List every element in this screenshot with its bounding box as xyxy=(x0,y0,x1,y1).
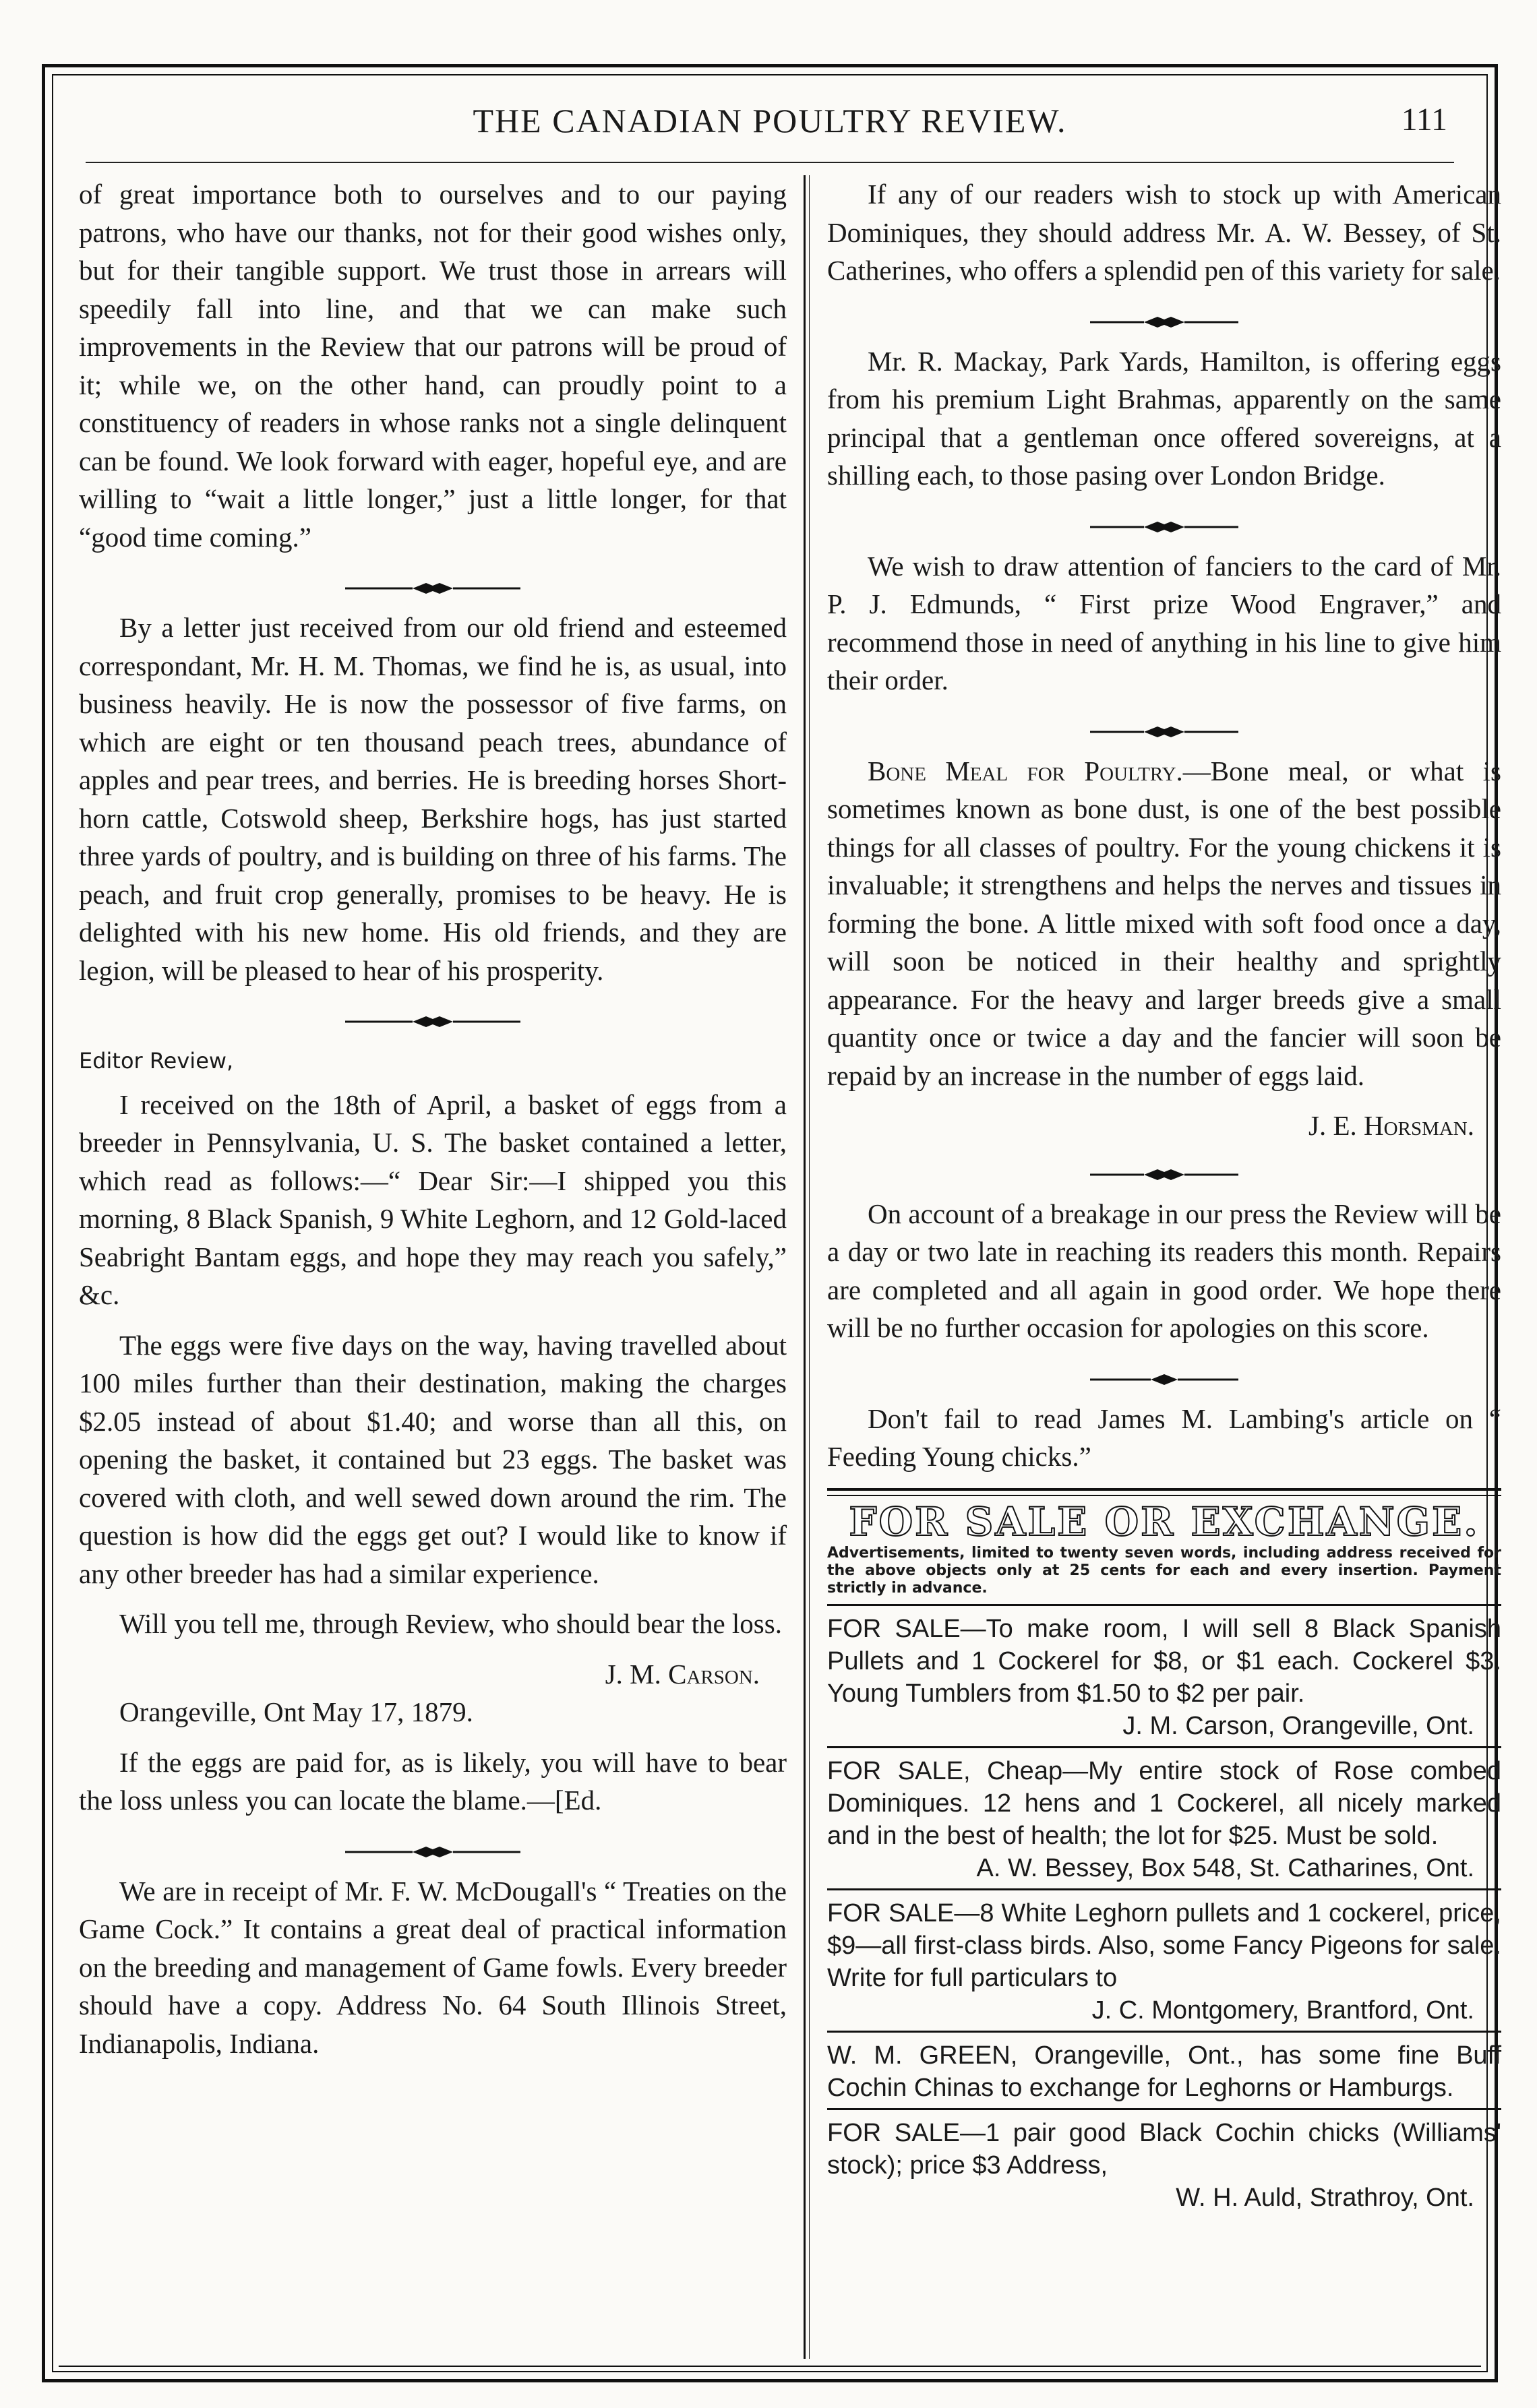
classified-ad xyxy=(827,2108,1501,2218)
page-number: 111 xyxy=(1401,102,1447,137)
ad-text: FOR SALE—8 White Leghorn pullets and 1 cockerel, price, $9—all first-class birds. Also, some Fancy Pigeons for sale. Write for full particulars to xyxy=(827,1899,1501,1992)
ad-signature: W. H. Auld, Strathroy, Ont. xyxy=(1176,2184,1474,2212)
right-column xyxy=(827,175,1501,2218)
classified-ad xyxy=(827,1888,1501,2031)
paragraph-press: On account of a breakage in our press the Review will be a day or two late in reaching its readers this month. Repairs are completed and all again in good order. We hope there will be no further occasion for apologies on this score. xyxy=(827,1198,1501,1343)
ad-text: W. M. GREEN, Orangeville, Ont., has some fine Buff Cochin Chinas to exchange for Leghorns or Hamburgs. xyxy=(827,2041,1501,2102)
left-column xyxy=(79,175,787,2074)
paragraph-mcdougall: We are in receipt of Mr. F. W. McDougall's “ Treaties on the Game Cock.” It contains a great deal of practical information on the breeding and management of Game fowls. Every breeder should have a copy. Address No. 64 South Illinois Street, Indianapolis, Indiana. xyxy=(79,1875,787,2059)
classified-ad xyxy=(827,1746,1501,1888)
page-frame xyxy=(42,64,1502,2382)
letter-paragraph-1: I received on the 18th of April, a basket of eggs from a breeder in Pennsylvania, U. S. The basket contained a letter, which read as follows:—“ Dear Sir:—I shipped you this morning, 8 Black Spanish, 9 White Leghorn, and 12 Gold-laced Seabright Bantam eggs, and hope they may reach you safely,” &c. xyxy=(79,1088,787,1310)
ad-signature: J. C. Montgomery, Brantford, Ont. xyxy=(1091,1996,1474,2025)
paragraph-lambing: Don't fail to read James M. Lambing's article on “ Feeding Young chicks.” xyxy=(827,1402,1501,1472)
header-rule xyxy=(86,162,1454,163)
ad-text: FOR SALE—1 pair good Black Cochin chicks (Williams' stock); price $3 Address, xyxy=(827,2119,1501,2180)
for-sale-top-rule xyxy=(827,1488,1501,1496)
ornament-divider xyxy=(827,302,1501,322)
ad-signature: J. M. Carson, Orangeville, Ont. xyxy=(1122,1712,1474,1740)
ornament-divider xyxy=(827,712,1501,732)
ornament-divider xyxy=(79,568,787,588)
for-sale-heading: FOR SALE OR EXCHANGE. xyxy=(849,1498,1480,1545)
running-header xyxy=(45,101,1495,148)
ornament-divider xyxy=(827,1154,1501,1175)
ornament-divider xyxy=(827,507,1501,527)
letter-paragraph-3: Will you tell me, through Review, who should bear the loss. xyxy=(119,1608,782,1639)
bone-meal-signature: J. E. Horsman. xyxy=(1308,1110,1474,1141)
letter-signature: J. M. Carson. xyxy=(605,1658,760,1690)
paragraph-arrears: of great importance both to ourselves and to our paying patrons, who have our thanks, not for their good wishes only, but for their tangible support. We trust those in arrears will speedily fall into line, and that we can make such improvements in the Review that our patrons will be proud of it; while we, on the other hand, can proudly point to a constituency of readers in whose ranks not a single delinquent can be found. We look forward with eager, hopeful eye, and are willing to “wait a little longer,” just a little longer, for that “good time coming.” xyxy=(79,179,787,553)
bone-meal-body: —Bone meal, or what is sometimes known as bone dust, is one of the best possible things for all classes of poultry. For the young chickens it is invaluable; it strengthens and helps the nerves and tissues in forming the bone. A little mixed with soft food once a day, will soon be noticed in their healthy and sprightly appearance. For the heavy and larger breeds give a small quantity once or twice a day and the fancier will soon be repaid by an increase in the number of eggs laid. xyxy=(827,755,1502,1091)
letter-place-date: Orangeville, Ont May 17, 1879. xyxy=(119,1696,473,1727)
paragraph-dominiques: If any of our readers wish to stock up with American Dominiques, they should address Mr. A. W. Bessey, of St. Catherines, who offers a splendid pen of this variety for sale. xyxy=(827,179,1501,286)
column-divider xyxy=(804,175,806,2359)
footer-rule xyxy=(59,2366,1481,2367)
editor-salutation: Editor Review, xyxy=(79,1048,234,1074)
ornament-divider xyxy=(79,1001,787,1022)
ad-text: FOR SALE, Cheap—My entire stock of Rose combed Dominiques. 12 hens and 1 Cockerel, all nicely marked and in the best of health; the lot for $25. Must be sold. xyxy=(827,1757,1501,1850)
editor-reply: If the eggs are paid for, as is likely, you will have to bear the loss unless you can locate the blame.—[Ed. xyxy=(79,1746,787,1816)
ad-text: FOR SALE—To make room, I will sell 8 Black Spanish Pullets and 1 Cockerel for $8, or $1 each. Cockerel $3. Young Tumblers from $1.50 to $2 per pair. xyxy=(827,1615,1501,1708)
ornament-divider xyxy=(827,1359,1501,1380)
paragraph-thomas: By a letter just received from our old friend and esteemed correspondant, Mr. H. M. Thomas, we find he is, as usual, into business heavily. He is now the possessor of five farms, on which are eight or ten thousand peach trees, abundance of apples and pear trees, and berries. He is breeding horses Short-horn cattle, Cotswold sheep, Berkshire hogs, has just started three yards of poultry, and is building on three of his farms. The peach, and fruit crop generally, promises to be heavy. He is delighted with his new home. His old friends, and they are legion, will be pleased to hear of his prosperity. xyxy=(79,612,787,986)
paragraph-mackay: Mr. R. Mackay, Park Yards, Hamilton, is offering eggs from his premium Light Brahmas, apparently on the same principal that a gentleman once offered sovereigns, at a shilling each, to those pasing over London Bridge. xyxy=(827,345,1501,491)
paragraph-edmunds: We wish to draw attention of fanciers to the card of Mr. P. J. Edmunds, “ First prize Wood Engraver,” and recommend those in need of anything in his line to give him their order. xyxy=(827,550,1501,696)
bone-meal-heading: Bone Meal for Poultry. xyxy=(868,755,1183,786)
letter-paragraph-2: The eggs were five days on the way, having travelled about 100 miles further than their destination, making the charges $2.05 instead of about $1.40; and worse than all this, on opening the basket, it contained but 23 eggs. The basket was covered with cloth, and well sewed down around the rim. The question is how did the eggs get out? I would like to know if any other breeder has had a similar experience. xyxy=(79,1329,787,1589)
column-divider-thin xyxy=(809,175,810,2359)
for-sale-terms: Advertisements, limited to twenty seven words, including address received for the above objects only at 25 cents for each and every insertion. Payment strictly in advance. xyxy=(827,1545,1501,1597)
classified-ad xyxy=(827,1604,1501,1746)
paragraph-bone-meal xyxy=(827,752,1501,1095)
journal-title: THE CANADIAN POULTRY REVIEW. xyxy=(473,102,1067,140)
ornament-divider xyxy=(79,1832,787,1852)
ad-signature: A. W. Bessey, Box 548, St. Catharines, Ont. xyxy=(976,1854,1474,1882)
classified-ad xyxy=(827,2031,1501,2108)
